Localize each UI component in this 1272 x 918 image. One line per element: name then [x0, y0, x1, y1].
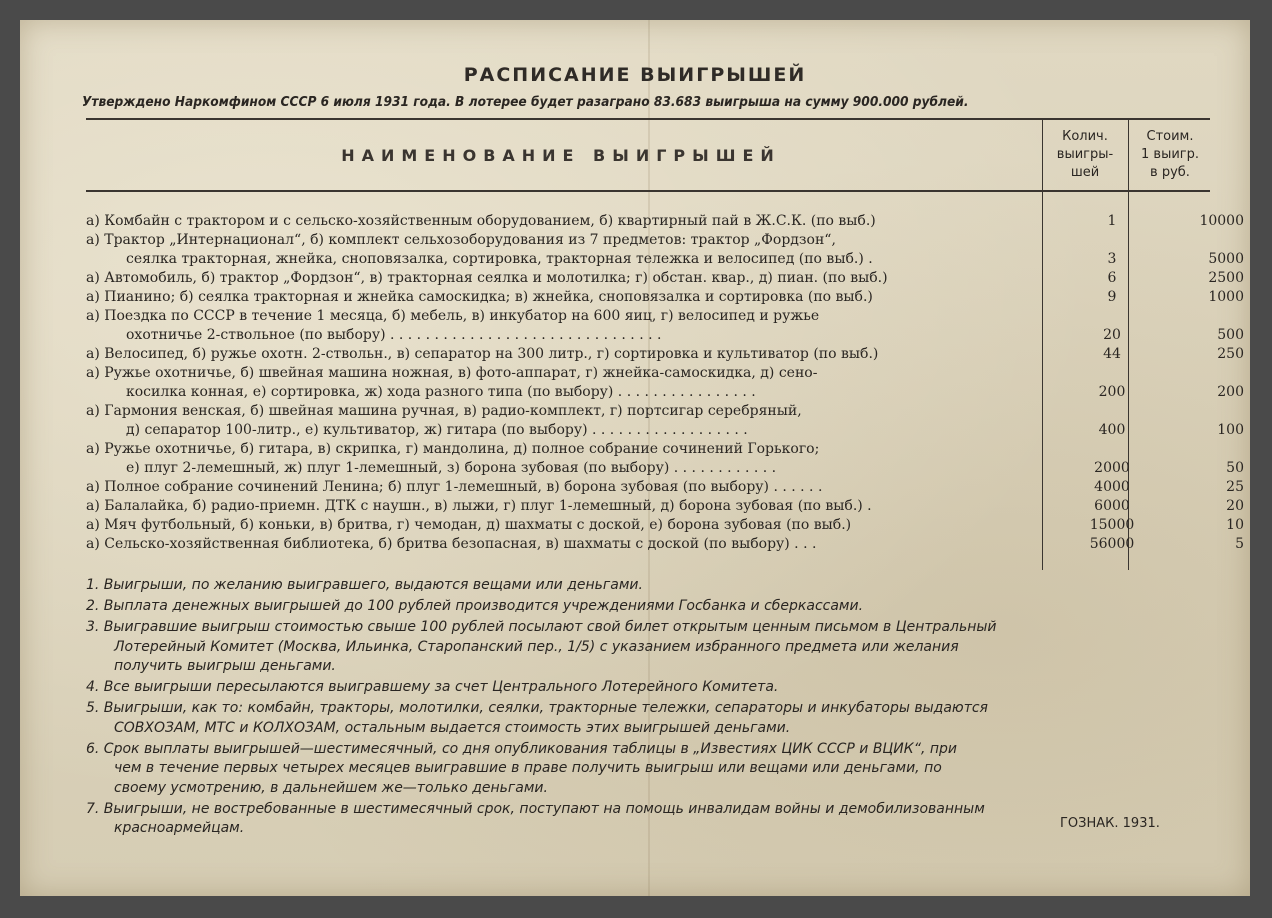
prize-description: а) Сельско-хозяйственная библиотека, б) бритва безопасная, в) шахматы с доской (по выбору) . . .: [86, 536, 817, 552]
table-row: [86, 365, 1210, 384]
prize-cost: 250: [1217, 346, 1244, 362]
header-rule: [86, 190, 1210, 192]
table-row: [86, 213, 1244, 232]
note-line: чем в течение первых четырех месяцев выигравшие в праве получить выигрыш или вещами или деньгами, по: [114, 760, 942, 776]
note-line: своему усмотрению, в дальнейшем же—только деньгами.: [114, 779, 548, 796]
prize-cost: 10000: [1199, 213, 1244, 229]
table-row: [86, 517, 1244, 536]
note-line: 6. Срок выплаты выигрышей—шестимесячный, со дня опубликования таблицы в „Известиях ЦИК СССР и ВЦИК“, при: [86, 740, 958, 757]
note-line: 4. Все выигрыши пересылаются выигравшему за счет Центрального Лотерейного Комитета.: [86, 679, 779, 695]
qty-header-line: Колич.: [1062, 129, 1108, 144]
cost-header-line: 1 выигр.: [1141, 147, 1199, 162]
prize-description: а) Пианино; б) сеялка тракторная и жнейка самоскидка; в) жнейка, сноповязалка и сортировка (по выб.): [86, 289, 873, 305]
prize-cost: 10: [1226, 517, 1244, 533]
prize-description: а) Ружье охотничье, б) гитара, в) скрипка, г) мандолина, д) полное собрание сочинений Горького;: [86, 441, 820, 457]
table-row: [86, 460, 1244, 479]
table-row: [86, 536, 1244, 555]
table-row: [86, 422, 1244, 441]
table-row: [86, 346, 1244, 365]
prize-qty: 56000: [1089, 536, 1135, 552]
prize-qty: 3: [1107, 251, 1117, 267]
prize-description: а) Комбайн с трактором и с сельско-хозяйственным оборудованием, б) квартирный пай в Ж.С.К. (по выб.): [86, 213, 876, 229]
table-row: [86, 232, 1210, 251]
note-line: 5. Выигрыши, как то: комбайн, тракторы, молотилки, сеялки, тракторные тележки, сепараторы и инкубаторы выдаются: [86, 700, 988, 716]
column-header-qty: [1042, 128, 1128, 182]
qty-header-line: шей: [1070, 165, 1100, 180]
prize-qty: 6: [1107, 270, 1117, 286]
prize-qty: 6000: [1094, 498, 1130, 514]
prize-cost: 20: [1226, 498, 1244, 514]
page-title: РАСПИСАНИЕ ВЫИГРЫШЕЙ: [463, 64, 807, 86]
table-row: [86, 327, 1244, 346]
cost-header-line: Стоим.: [1146, 129, 1194, 144]
prize-description: а) Ружье охотничье, б) швейная машина ножная, в) фото-аппарат, г) жнейка-самоскидка, д) сено-: [86, 365, 818, 381]
prize-qty: 200: [1098, 384, 1126, 400]
note-line: 2. Выплата денежных выигрышей до 100 рублей производится учреждениями Госбанка и сберкассами.: [86, 598, 864, 614]
note-line: 1. Выигрыши, по желанию выигравшего, выдаются вещами или деньгами.: [86, 577, 643, 593]
prize-qty: 2000: [1094, 460, 1130, 476]
note-line: красноармейцам.: [114, 820, 245, 836]
qty-header-line: выигры-: [1056, 147, 1114, 162]
table-row: [86, 498, 1244, 517]
prize-description: а) Мяч футбольный, б) коньки, в) бритва, г) чемодан, д) шахматы с доской, е) борона зубовая (по выб.): [86, 517, 852, 533]
prize-cost: 500: [1217, 327, 1244, 343]
prize-cost: 1000: [1208, 289, 1244, 305]
prize-description: а) Поездка по СССР в течение 1 месяца, б) мебель, в) инкубатор на 600 яиц, г) велосипед и ружье: [86, 308, 820, 324]
column-header-name: НАИМЕНОВАНИЕ ВЫИГРЫШЕЙ: [341, 146, 781, 165]
prize-qty: 44: [1103, 346, 1121, 362]
table-row: [86, 270, 1244, 289]
prize-description: охотничье 2-ствольное (по выбору) . . . . . . . . . . . . . . . . . . . . . . . . . . . . . . .: [126, 327, 662, 343]
prize-description: д) сепаратор 100-литр., е) культиватор, ж) гитара (по выбору) . . . . . . . . . . . . . . . . . .: [126, 422, 748, 438]
prize-description: а) Автомобиль, б) трактор „Фордзон“, в) тракторная сеялка и молотилка; г) обстан. квар., д) пиан. (по выб.): [86, 270, 888, 286]
prize-description: а) Велосипед, б) ружье охотн. 2-ствольн., в) сепаратор на 300 литр., г) сортировка и культиватор (по выб.): [86, 346, 879, 362]
prize-cost: 25: [1226, 479, 1244, 495]
prize-description: сеялка тракторная, жнейка, сноповязалка, сортировка, тракторная тележка и велосипед (по выб.) .: [126, 251, 873, 267]
table-row: [86, 384, 1244, 403]
column-header-cost: [1128, 128, 1212, 182]
prize-description: косилка конная, е) сортировка, ж) хода разного типа (по выбору) . . . . . . . . . . . . . . . .: [126, 384, 756, 400]
prize-qty: 20: [1103, 327, 1121, 343]
prize-cost: 2500: [1208, 270, 1244, 286]
prize-qty: 4000: [1094, 479, 1130, 495]
table-row: [86, 479, 1244, 498]
table-row: [86, 403, 1210, 422]
prize-cost: 5000: [1208, 251, 1244, 267]
prize-qty: 15000: [1089, 517, 1135, 533]
prize-qty: 400: [1098, 422, 1126, 438]
note-line: 3. Выигравшие выигрыш стоимостью свыше 100 рублей посылают свой билет открытым ценным письмом в Центральный: [86, 619, 997, 635]
prize-cost: 50: [1226, 460, 1244, 476]
note-line: 7. Выигрыши, не востребованные в шестимесячный срок, поступают на помощь инвалидам войны и демобилизованным: [86, 800, 985, 817]
imprint: ГОЗНАК. 1931.: [1060, 816, 1160, 831]
prize-cost: 5: [1235, 536, 1244, 552]
prize-qty: 1: [1107, 213, 1117, 229]
prize-cost: 200: [1217, 384, 1244, 400]
note-line: СОВХОЗАМ, МТС и КОЛХОЗАМ, остальным выдается стоимость этих выигрышей деньгами.: [114, 719, 791, 736]
table-row: [86, 289, 1244, 308]
prize-description: а) Полное собрание сочинений Ленина; б) плуг 1-лемешный, в) борона зубовая (по выбору) . . . . . .: [86, 479, 823, 495]
lottery-ticket-back: [20, 20, 1250, 896]
cost-header-line: в руб.: [1150, 165, 1190, 180]
note-line: Лотерейный Комитет (Москва, Ильинка, Старопанский пер., 1/5) с указанием избранного предмета или желания: [114, 638, 959, 655]
table-row: [86, 251, 1244, 270]
prize-description: а) Балалайка, б) радио-приемн. ДТК с наушн., в) лыжи, г) плуг 1-лемешный, д) борона зубовая (по выб.) .: [86, 498, 872, 514]
table-row: [86, 441, 1210, 460]
subtitle: Утверждено Наркомфином СССР 6 июля 1931 года. В лотерее будет разагрaно 83.683 выигрыша на сумму 900.000 рублей.: [82, 94, 969, 110]
prize-description: а) Трактор „Интернационал“, б) комплект сельхозоборудования из 7 предметов: трактор „Фордзон“,: [86, 232, 836, 248]
prize-description: а) Гармония венская, б) швейная машина ручная, в) радио-комплект, г) портсигар серебряный,: [86, 403, 802, 419]
prize-qty: 9: [1107, 289, 1117, 305]
table-row: [86, 308, 1210, 327]
prize-cost: 100: [1217, 422, 1244, 438]
note-line: получить выигрыш деньгами.: [114, 658, 336, 674]
prize-description: е) плуг 2-лемешный, ж) плуг 1-лемешный, з) борона зубовая (по выбору) . . . . . . . . . . . .: [126, 460, 777, 476]
